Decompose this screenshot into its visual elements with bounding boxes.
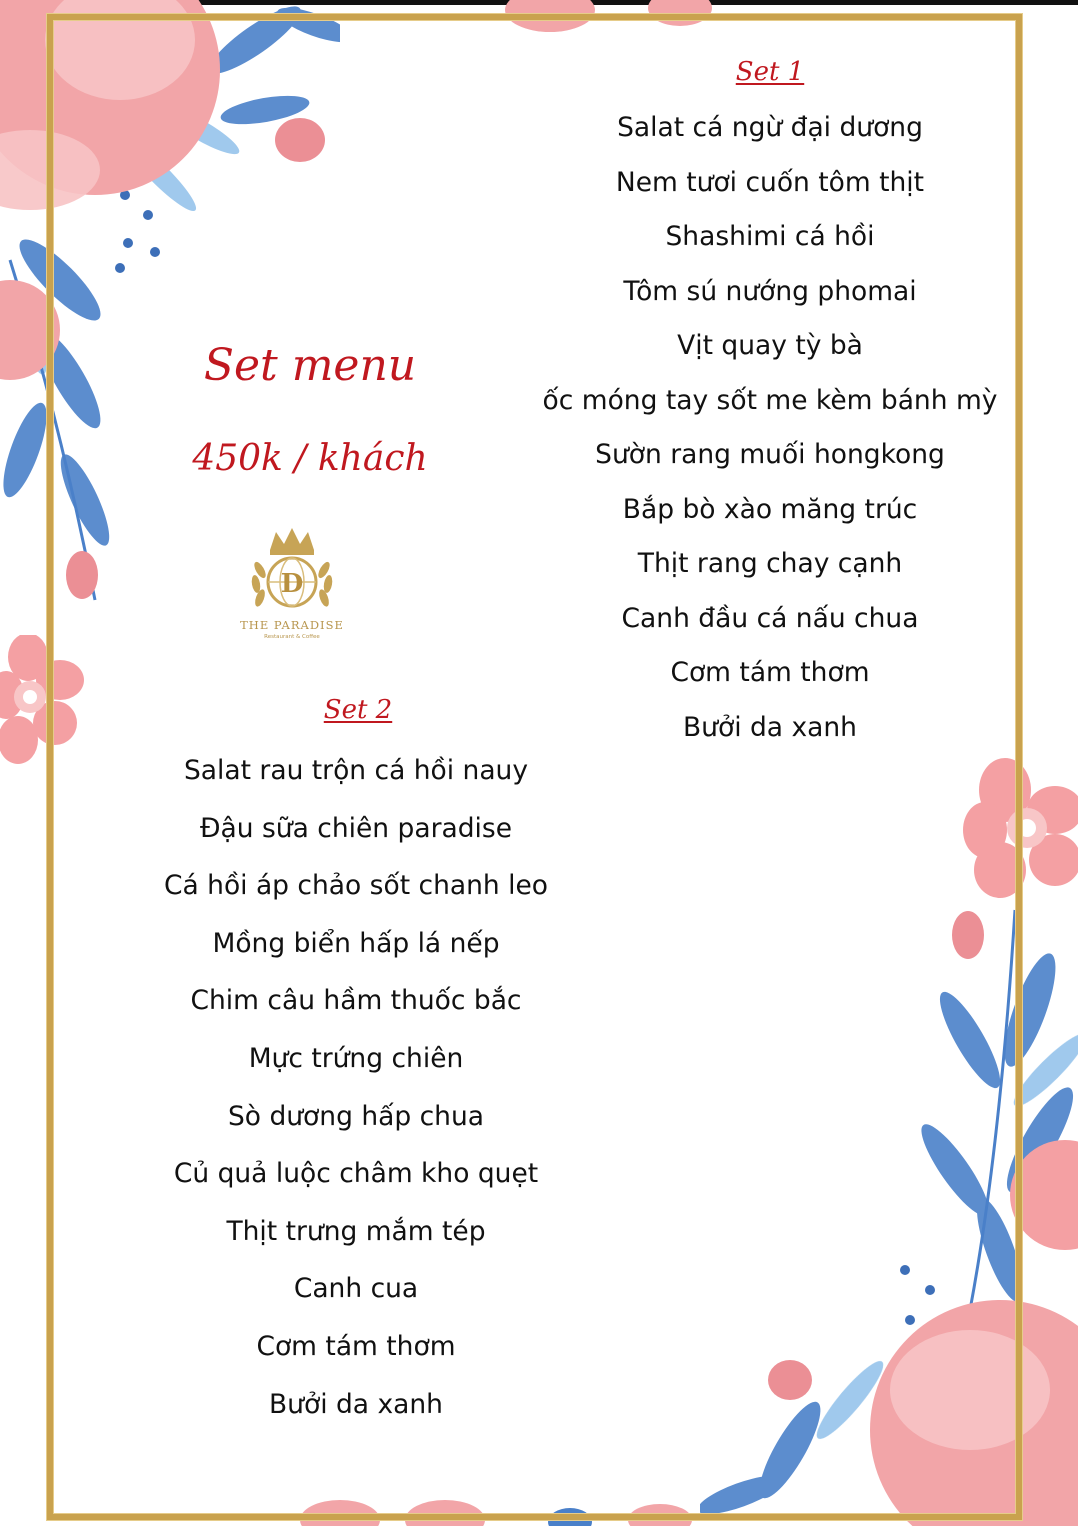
menu-item: Bưởi da xanh [683,711,857,743]
svg-text:D: D [280,569,304,599]
menu-item: Sò dương hấp chua [227,1100,484,1132]
logo-tagline: Restaurant & Coffee [264,634,320,640]
restaurant-logo [222,520,362,650]
menu-item: Tôm sú nướng phomai [623,275,917,307]
menu-item: Salat rau trộn cá hồi nauy [183,755,529,786]
set2-menu-list [136,749,576,1440]
menu-item: Sườn rang muối hongkong [595,439,945,470]
set1-title: Set 1 [735,57,805,87]
menu-item: Cơm tám thơm [670,657,870,688]
menu-item: Bắp bò xào măng trúc [622,493,918,525]
menu-item: Mồng biển hấp lá nếp [212,927,500,959]
menu-item: Canh cua [293,1273,419,1305]
menu-item: Chim câu hầm thuốc bắc [190,985,522,1017]
logo-name: THE PARADISE [240,618,344,632]
menu-item: Cơm tám thơm [256,1330,456,1362]
menu-item: Vịt quay tỳ bà [677,330,863,361]
price-label: 450k / khách [192,438,428,479]
menu-item: Nem tươi cuốn tôm thịt [615,166,925,198]
menu-item: Shashimi cá hồi [665,221,875,252]
menu-item: Bưởi da xanh [269,1388,443,1420]
crown-emblem-icon [222,520,362,620]
menu-item: Mực trứng chiên [248,1042,464,1074]
menu-item: Salat cá ngừ đại dương [617,112,923,143]
set2-title: Set 2 [323,695,393,725]
set1-menu-list [540,108,1000,762]
menu-item: Thịt rang chay cạnh [637,548,903,579]
menu-item: Thịt trưng mắm tép [226,1215,486,1247]
menu-item: Củ quả luộc châm kho quẹt [173,1158,539,1190]
menu-item: ốc móng tay sốt me kèm bánh mỳ [542,384,998,416]
menu-item: Cá hồi áp chảo sốt chanh leo [163,870,549,902]
menu-item: Canh đầu cá nấu chua [621,602,919,634]
menu-item: Đậu sữa chiên paradise [200,812,512,844]
menu-title: Set menu [203,340,417,391]
